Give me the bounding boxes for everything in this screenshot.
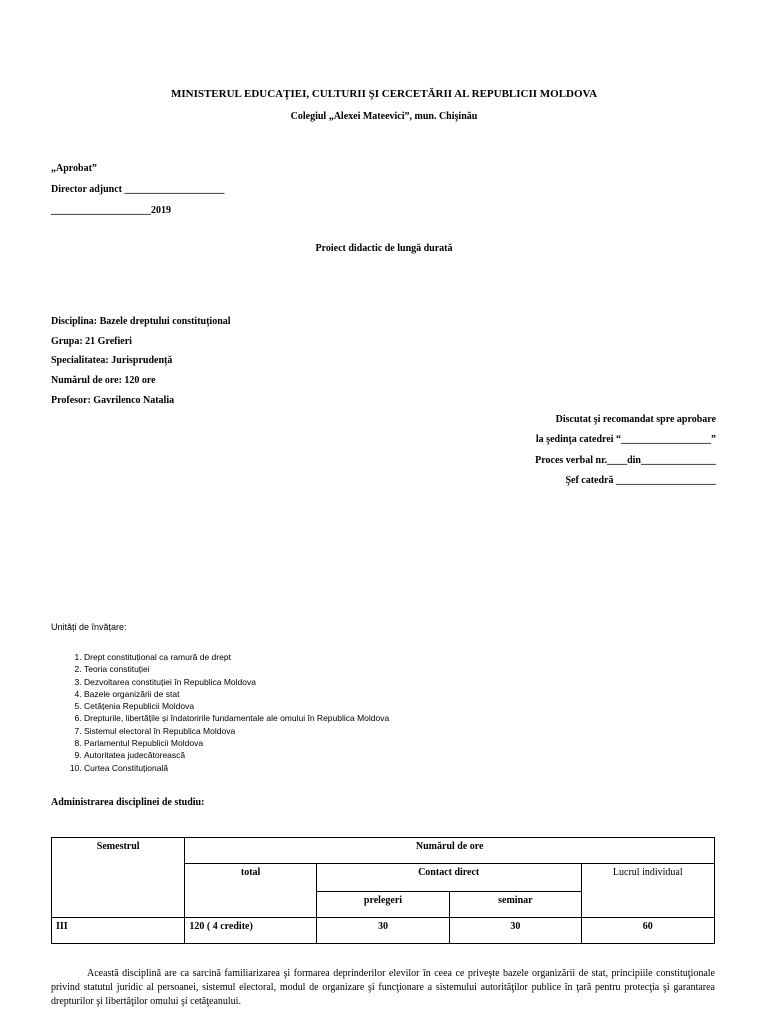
discussion-line-2: la şedinţa catedrei “__________________” (535, 434, 716, 445)
list-item: 3. Dezvoltarea constituției în Republica Moldova (84, 676, 389, 688)
list-item: 5. Cetățenia Republicii Moldova (84, 700, 389, 712)
discipline-line: Disciplina: Bazele dreptului constituțional (51, 316, 231, 327)
contact-header: Contact direct (316, 864, 581, 892)
table-cell-semester: III (52, 918, 185, 944)
list-item: 9. Autoritatea judecătorească (84, 749, 389, 761)
list-item: 4. Bazele organizării de stat (84, 688, 389, 700)
admin-title: Administrarea disciplinei de studiu: (51, 797, 205, 808)
lectures-header: prelegeri (316, 892, 449, 918)
approved-label: „Aprobat” (51, 163, 97, 174)
list-item: 10. Curtea Constituțională (84, 762, 389, 774)
semester-header: Semestrul (52, 838, 185, 918)
list-item: 7. Sistemul electoral în Republica Moldova (84, 725, 389, 737)
table-cell-seminar: 30 (450, 918, 581, 944)
units-list (62, 651, 389, 774)
table-cell-individual: 60 (581, 918, 714, 944)
college-heading: Colegiul „Alexei Mateevici”, mun. Chişinău (290, 111, 478, 122)
hours-table (51, 837, 715, 944)
discussion-line-1: Discutat şi recomandat spre aprobare (555, 414, 716, 425)
ministry-heading: MINISTERUL EDUCAŢIEI, CULTURII ŞI CERCETĂRII AL REPUBLICII MOLDOVA (170, 88, 598, 100)
teacher-line: Profesor: Gavrilenco Natalia (51, 395, 175, 406)
description-paragraph: Această disciplină are ca sarcină familiarizarea şi formarea deprinderilor elevilor în ceea ce priveşte bazele organizării de stat, principiile constituţionale privind statutul juridic al persoanei, sistemul electoral, modul de organizare şi funcţionare a sistemului autorităţilor publice în ţară pentru protecţia şi garantarea drepturilor şi libertăţilor omului şi cetăţeanului. (51, 968, 715, 1007)
list-item: 2. Teoria constituției (84, 663, 389, 675)
document-title: Proiect didactic de lungă durată (315, 243, 453, 254)
discussion-line-3: Proces verbal nr.____din_______________ (535, 455, 716, 466)
group-line: Grupa: 21 Grefieri (51, 336, 132, 347)
discussion-line-4: Şef catedră ____________________ (565, 475, 716, 486)
specialty-line: Specialitatea: Jurisprudență (51, 355, 173, 366)
list-item: 6. Drepturile, libertățile și îndatoririle fundamentale ale omului în Republica Moldova (84, 712, 389, 724)
hours-line: Numărul de ore: 120 ore (51, 375, 156, 386)
list-item: 8. Parlamentul Republicii Moldova (84, 737, 389, 749)
table-cell-total: 120 ( 4 credite) (185, 918, 316, 944)
table-cell-lectures: 30 (316, 918, 449, 944)
hours-header: Numărul de ore (185, 838, 715, 864)
list-item: 1. Drept constituțional ca ramură de drept (84, 651, 389, 663)
total-header: total (185, 864, 316, 918)
approval-date-line: ____________________2019 (51, 205, 171, 216)
individual-header: Lucrul individual (581, 864, 714, 918)
seminar-header: seminar (450, 892, 581, 918)
director-line: Director adjunct ____________________ (51, 184, 225, 195)
units-title: Unități de învățare: (51, 622, 127, 632)
